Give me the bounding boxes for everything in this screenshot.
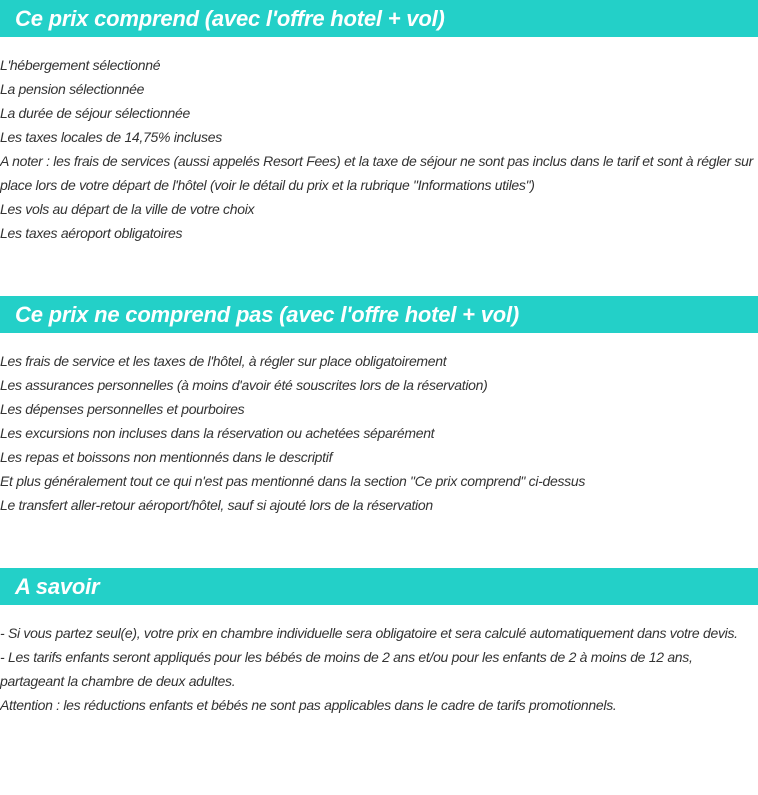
- list-item: - Les tarifs enfants seront appliqués pour les bébés de moins de 2 ans et/ou pour les enfants de 2 à moins de 12 ans, partageant la chambre de deux adultes.: [0, 649, 693, 689]
- list-item: - Si vous partez seul(e), votre prix en chambre individuelle sera obligatoire et sera calculé automatiquement dans votre devis.: [0, 625, 738, 641]
- section-good-to-know: [0, 568, 758, 717]
- section-body: [0, 333, 758, 517]
- section-title: Ce prix comprend (avec l'offre hotel + vol): [15, 5, 445, 31]
- list-item: La pension sélectionnée: [0, 81, 145, 97]
- section-body: [0, 37, 758, 245]
- section-header: [0, 568, 758, 605]
- list-item: L'hébergement sélectionné: [0, 57, 161, 73]
- list-item: Et plus généralement tout ce qui n'est pas mentionné dans la section "Ce prix comprend" ci-dessus: [0, 473, 586, 489]
- section-header: [0, 0, 758, 37]
- list-item: La durée de séjour sélectionnée: [0, 105, 190, 121]
- list-item: Les vols au départ de la ville de votre choix: [0, 201, 255, 217]
- list-item: Les excursions non incluses dans la réservation ou achetées séparément: [0, 425, 435, 441]
- list-item: Les dépenses personnelles et pourboires: [0, 401, 245, 417]
- list-item: Les repas et boissons non mentionnés dans le descriptif: [0, 449, 333, 465]
- section-title: A savoir: [15, 573, 100, 599]
- list-item: Les taxes aéroport obligatoires: [0, 225, 183, 241]
- list-item: A noter : les frais de services (aussi appelés Resort Fees) et la taxe de séjour ne sont pas inclus dans le tarif et sont à régler sur place lors de votre départ de l'hôtel (voir le détail du prix et la rubrique "Informations utiles"): [0, 153, 754, 193]
- list-item: Les taxes locales de 14,75% incluses: [0, 129, 222, 145]
- list-item: Attention : les réductions enfants et bébés ne sont pas applicables dans le cadre de tarifs promotionnels.: [0, 697, 617, 713]
- list-item: Les assurances personnelles (à moins d'avoir été souscrites lors de la réservation): [0, 377, 488, 393]
- list-item: Le transfert aller-retour aéroport/hôtel, sauf si ajouté lors de la réservation: [0, 497, 433, 513]
- section-price-excludes: [0, 296, 758, 517]
- section-header: [0, 296, 758, 333]
- list-item: Les frais de service et les taxes de l'hôtel, à régler sur place obligatoirement: [0, 353, 447, 369]
- section-body: [0, 605, 758, 717]
- section-title: Ce prix ne comprend pas (avec l'offre hotel + vol): [15, 301, 520, 327]
- section-price-includes: [0, 0, 758, 245]
